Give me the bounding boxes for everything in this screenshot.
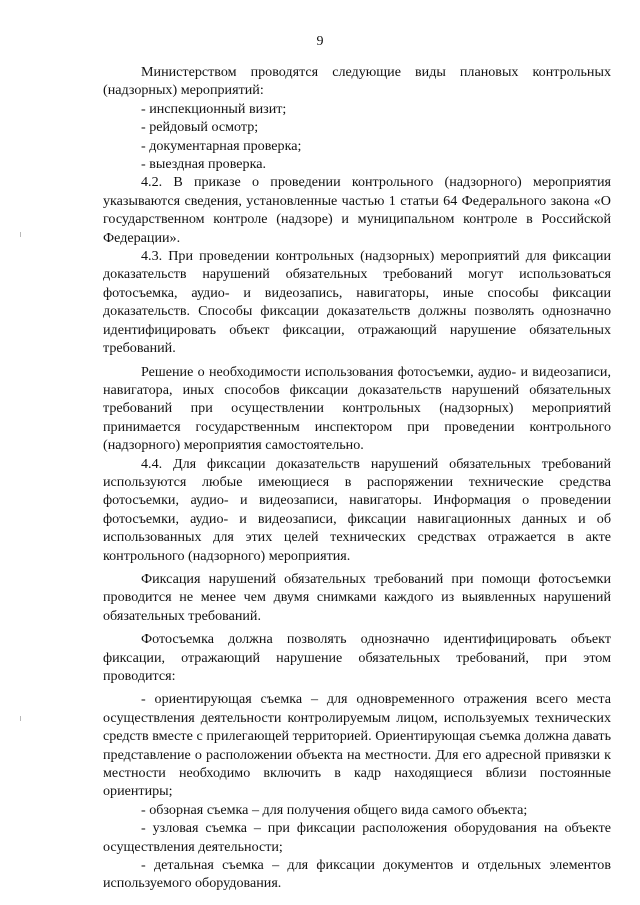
paragraph-decision: Решение о необходимости использования фотосъемки, аудио- и видеозаписи, навигатора, иных способов фиксации доказательств нарушений обязательных требований при осуществлении контрольных (надзорных) мероприятий принимается государственным инспектором при проведении контрольного (надзорного) мероприятия самостоятельно. [103,363,611,454]
paragraph-4-3: 4.3. При проведении контрольных (надзорных) мероприятий для фиксации доказательств нарушений обязательных требований могут использоваться фотосъемка, аудио- и видеозапись, навигаторы, иные способы фиксации доказательств. Способы фиксации доказательств должны позволять однозначно идентифицировать объект фиксации, отражающий нарушение обязательных требований. [103,248,611,357]
scan-edge-mark [20,716,21,721]
scan-edge-mark [20,232,21,237]
list-item-overview-shot: - обзорная съемка – для получения общего вида самого объекта; [141,801,528,818]
list-item-inspection-visit: - инспекционный визит; [141,100,287,117]
list-item-nodal-shot: - узловая съемка – при фиксации расположения оборудования на объекте осуществления деятельности; [103,820,611,855]
list-item-raid-inspection: - рейдовый осмотр; [141,119,259,136]
paragraph-photo-requirements: Фотосъемка должна позволять однозначно идентифицировать объект фиксации, отражающий нарушение обязательных требований, при этом проводится: [103,631,611,684]
list-item-field-check: - выездная проверка. [141,156,266,173]
document-body [103,63,611,893]
page-number: 9 [316,34,324,49]
paragraph-4-4: 4.4. Для фиксации доказательств нарушений обязательных требований используются любые имеющиеся в распоряжении технические средства фотосъемки, аудио- и видеозаписи, навигаторы. Информация о проведении фотосъемки, аудио- и видеозаписи, фиксации навигационных данных и об использованных для этих целей технических средствах отражается в акте контрольного (надзорного) мероприятия. [103,455,611,564]
paragraph-4-2: 4.2. В приказе о проведении контрольного (надзорного) мероприятия указываются сведения, установленные частью 1 статьи 64 Федерального закона «О государственном контроле (надзоре) и муниципальном контроле в Российской Федерации». [103,174,611,246]
paragraph-plan-intro: Министерством проводятся следующие виды плановых контрольных (надзорных) мероприятий: [103,64,611,99]
list-item-orienting-shot: - ориентирующая съемка – для одновременного отражения всего места осуществления деятельности контролируемым лицом, используемых технических средств вместе с прилегающей территорией. Ориентирующая съемка должна давать представление о расположении объекта на местности. Для его адресной привязки к местности необходимо включить в кадр находящиеся вблизи постоянные ориентиры; [103,691,611,800]
list-item-detailed-shot: - детальная съемка – для фиксации документов и отдельных элементов используемого оборудования. [103,857,611,892]
list-item-documentary-check: - документарная проверка; [141,137,302,154]
paragraph-photo-fixation: Фиксация нарушений обязательных требований при помощи фотосъемки проводится не менее чем двумя снимками каждого из выявленных нарушений обязательных требований. [103,570,611,624]
